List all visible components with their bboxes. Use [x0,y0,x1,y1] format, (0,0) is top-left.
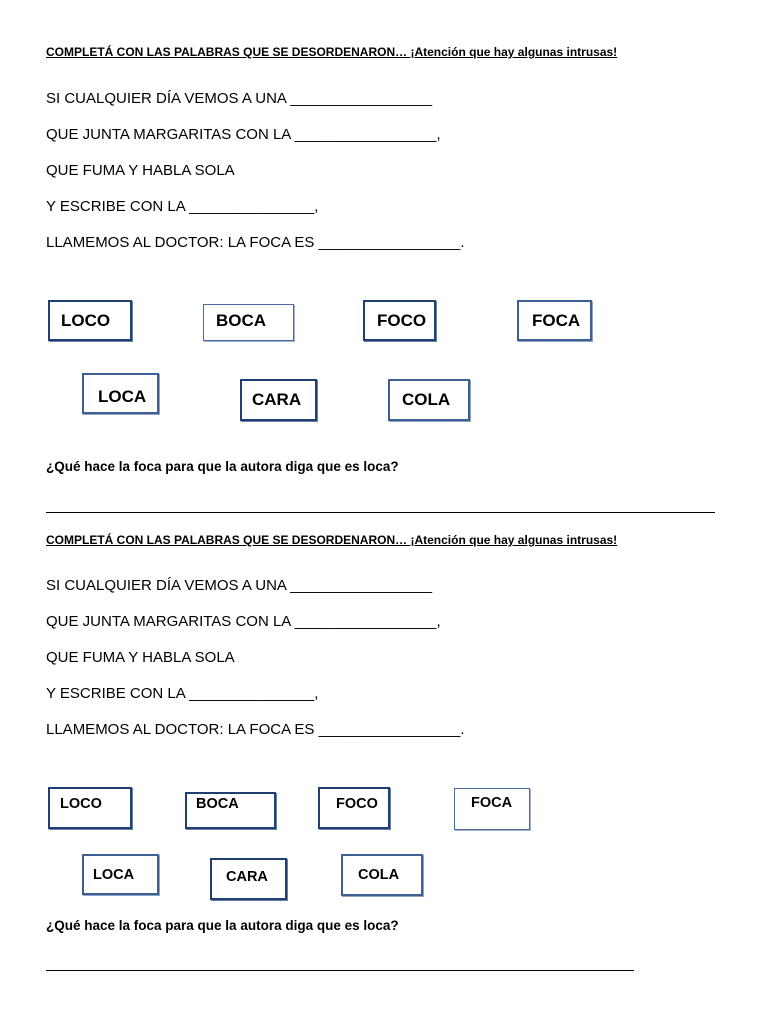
poem-line-4: Y ESCRIBE CON LA _______________, [46,685,319,702]
question-text: ¿Qué hace la foca para que la autora diga que es loca? [46,459,399,474]
word-box-loca: LOCA [82,854,159,895]
word-box-loca: LOCA [82,373,159,414]
word-box-cola: COLA [388,379,470,421]
poem-line-5: LLAMEMOS AL DOCTOR: LA FOCA ES _________________. [46,721,465,738]
word-box-foco: FOCO [318,787,390,829]
poem-line-2: QUE JUNTA MARGARITAS CON LA _________________, [46,126,441,143]
word-box-boca: BOCA [203,304,294,341]
poem-line-5: LLAMEMOS AL DOCTOR: LA FOCA ES _________________. [46,234,465,251]
instruction-title: COMPLETÁ CON LAS PALABRAS QUE SE DESORDENARON… ¡Atención que hay algunas intrusas! [46,45,618,59]
word-box-loco: LOCO [48,300,132,341]
word-box-loco: LOCO [48,787,132,829]
instruction-title: COMPLETÁ CON LAS PALABRAS QUE SE DESORDENARON… ¡Atención que hay algunas intrusas! [46,533,618,547]
word-box-cara: CARA [210,858,287,900]
word-box-foca: FOCA [517,300,592,341]
word-box-boca: BOCA [185,792,276,829]
word-box-foco: FOCO [363,300,436,341]
answer-line[interactable] [46,512,715,513]
question-text: ¿Qué hace la foca para que la autora diga que es loca? [46,918,399,933]
word-box-cara: CARA [240,379,317,421]
poem-line-1: SI CUALQUIER DÍA VEMOS A UNA _________________ [46,577,433,594]
word-box-foca: FOCA [454,788,530,830]
poem-line-2: QUE JUNTA MARGARITAS CON LA _________________, [46,613,441,630]
poem-line-3: QUE FUMA Y HABLA SOLA [46,162,235,179]
poem-line-1: SI CUALQUIER DÍA VEMOS A UNA _________________ [46,90,433,107]
answer-line[interactable] [46,970,634,971]
poem-line-4: Y ESCRIBE CON LA _______________, [46,198,319,215]
poem-line-3: QUE FUMA Y HABLA SOLA [46,649,235,666]
word-box-cola: COLA [341,854,423,896]
